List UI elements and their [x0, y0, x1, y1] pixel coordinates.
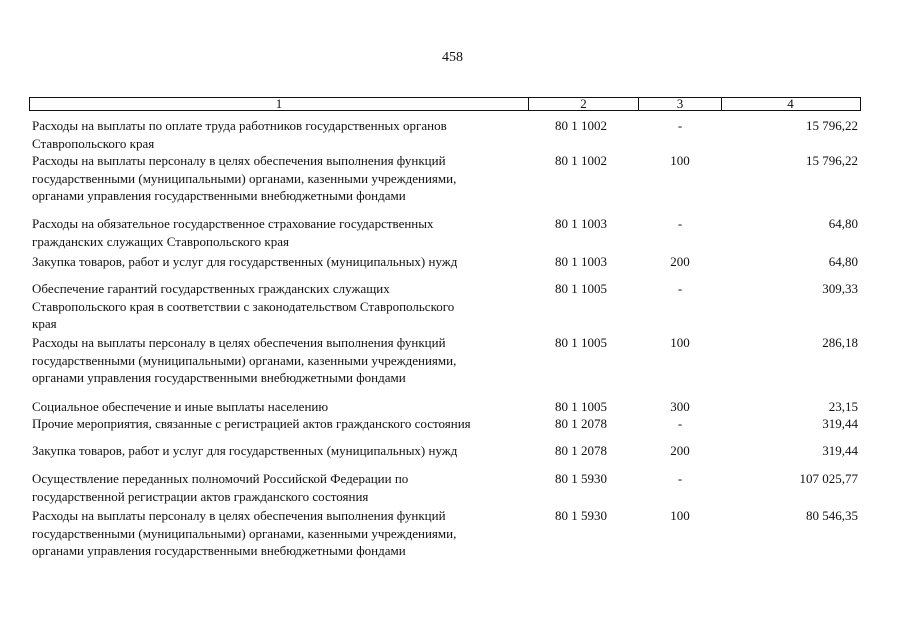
description-line: Расходы на выплаты персоналу в целях обеспечения выполнения функций: [32, 335, 446, 350]
row-amount: 64,80: [828, 216, 858, 231]
row-code: 80 1 2078: [555, 416, 607, 431]
row-amount: 64,80: [828, 254, 858, 269]
row-expense-type: -: [677, 416, 683, 431]
header-col-3: 3: [638, 98, 721, 110]
row-expense-type: -: [677, 118, 683, 133]
description-line: Прочие мероприятия, связанные с регистрацией актов гражданского состояния: [32, 416, 471, 431]
row-expense-type: 200: [670, 443, 690, 458]
row-amount: 309,33: [822, 281, 858, 296]
row-description: [32, 215, 522, 250]
row-expense-type: -: [677, 471, 683, 486]
row-code: 80 1 1005: [555, 399, 607, 414]
row-expense-type: 100: [670, 153, 690, 168]
row-description: [32, 334, 522, 387]
row-code: 80 1 1003: [555, 216, 607, 231]
row-code: 80 1 1005: [555, 281, 607, 296]
description-line: Расходы на выплаты персоналу в целях обеспечения выполнения функций: [32, 508, 446, 523]
row-expense-type: -: [677, 281, 683, 296]
description-line: органами управления государственными внебюджетными фондами: [32, 188, 406, 203]
description-line: края: [32, 316, 57, 331]
header-col-4: 4: [721, 98, 859, 110]
row-amount: 80 546,35: [806, 508, 858, 523]
description-line: Расходы на выплаты по оплате труда работников государственных органов: [32, 118, 447, 133]
row-amount: 15 796,22: [806, 118, 858, 133]
row-amount: 286,18: [822, 335, 858, 350]
description-line: государственными (муниципальными) органами, казенными учреждениями,: [32, 170, 457, 186]
description-line: государственной регистрации актов гражданского состояния: [32, 488, 369, 504]
row-description: [32, 398, 522, 416]
row-code: 80 1 1002: [555, 153, 607, 168]
row-description: [32, 470, 522, 505]
description-line: государственными (муниципальными) органами, казенными учреждениями,: [32, 525, 457, 541]
row-description: [32, 415, 522, 433]
row-expense-type: 100: [670, 335, 690, 350]
description-line: государственными (муниципальными) органами, казенными учреждениями,: [32, 352, 457, 368]
header-col-2: 2: [528, 98, 638, 110]
description-line: Социальное обеспечение и иные выплаты населению: [32, 399, 329, 414]
description-line: органами управления государственными внебюджетными фондами: [32, 370, 406, 385]
row-amount: 319,44: [822, 416, 858, 431]
row-expense-type: 300: [670, 399, 690, 414]
description-line: Обеспечение гарантий государственных гражданских служащих: [32, 281, 390, 296]
description-line: Расходы на обязательное государственное страхование государственных: [32, 216, 434, 231]
description-line: Ставропольского края в соответствии с законодательством Ставропольского: [32, 298, 455, 314]
row-description: [32, 280, 522, 333]
row-amount: 15 796,22: [806, 153, 858, 168]
row-code: 80 1 5930: [555, 471, 607, 486]
row-amount: 23,15: [828, 399, 858, 414]
row-description: [32, 152, 522, 205]
description-line: гражданских служащих Ставропольского края: [32, 233, 289, 249]
description-line: Ставропольского края: [32, 135, 155, 151]
row-code: 80 1 1002: [555, 118, 607, 133]
row-description: [32, 507, 522, 560]
table-header: [29, 97, 861, 111]
row-expense-type: -: [677, 216, 683, 231]
row-code: 80 1 1005: [555, 335, 607, 350]
row-expense-type: 100: [670, 508, 690, 523]
row-amount: 107 025,77: [799, 471, 858, 486]
row-description: [32, 117, 522, 152]
row-description: [32, 253, 522, 271]
row-expense-type: 200: [670, 254, 690, 269]
description-line: Закупка товаров, работ и услуг для государственных (муниципальных) нужд: [32, 443, 458, 458]
description-line: Закупка товаров, работ и услуг для государственных (муниципальных) нужд: [32, 254, 458, 269]
row-code: 80 1 2078: [555, 443, 607, 458]
header-col-1: 1: [275, 96, 283, 111]
row-code: 80 1 1003: [555, 254, 607, 269]
description-line: Осуществление переданных полномочий Российской Федерации по: [32, 471, 409, 486]
row-amount: 319,44: [822, 443, 858, 458]
description-line: Расходы на выплаты персоналу в целях обеспечения выполнения функций: [32, 153, 446, 168]
page-number: 458: [442, 50, 463, 65]
description-line: органами управления государственными внебюджетными фондами: [32, 543, 406, 558]
row-code: 80 1 5930: [555, 508, 607, 523]
row-description: [32, 442, 522, 460]
